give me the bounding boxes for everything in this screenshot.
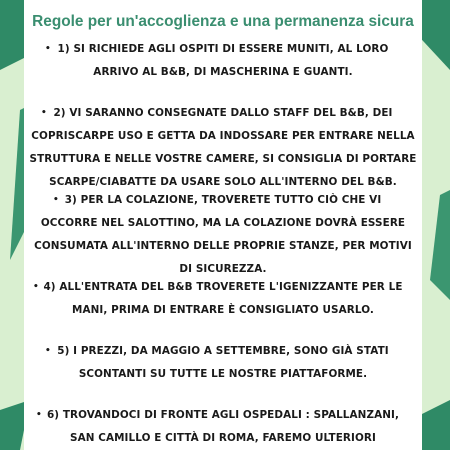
page-title: Regole per un'accoglienza e una permanenza sicura (32, 13, 414, 30)
bullet-icon: • (45, 346, 51, 356)
rule-line: 5) I PREZZI, DA MAGGIO A SETTEMBRE, SONO GIÀ STATI (57, 345, 389, 357)
rule-line: 2) VI SARANNO CONSEGNATE DALLO STAFF DEL B&B, DEI (53, 107, 393, 119)
rule-item (24, 38, 422, 87)
rule-item (24, 404, 422, 450)
bullet-icon: • (33, 282, 39, 292)
right-brush-stroke (430, 190, 450, 300)
rule-line: COPRISCARPE USO E GETTA DA INDOSSARE PER ENTRARE NELLA (31, 130, 415, 142)
bullet-icon: • (41, 108, 47, 118)
rules-card (24, 0, 422, 450)
rule-line: 6) TROVANDOCI DI FRONTE AGLI OSPEDALI : SPALLANZANI, (46, 409, 400, 421)
rule-item (24, 340, 422, 389)
rule-line: SAN CAMILLO E CITTÀ DI ROMA, FAREMO ULTERIORI (69, 432, 376, 444)
rule-line: OCCORRE NEL SALOTTINO, MA LA COLAZIONE DOVRÀ ESSERE (40, 217, 406, 229)
rule-line: ARRIVO AL B&B, DI MASCHERINA E GUANTI. (93, 66, 353, 78)
rule-line: SCARPE/CIABATTE DA USARE SOLO ALL'INTERNO DEL B&B. (49, 176, 397, 188)
rule-item (24, 102, 422, 188)
bullet-icon: • (36, 410, 42, 420)
rule-line: 1) SI RICHIEDE AGLI OSPITI DI ESSERE MUNITI, AL LORO (57, 43, 389, 55)
rule-line: MANI, PRIMA DI ENTRARE È CONSIGLIATO USARLO. (72, 304, 374, 316)
rule-item (24, 189, 422, 275)
rule-line: SCONTANTI SU TUTTE LE NOSTRE PIATTAFORME. (78, 368, 368, 380)
rule-item (24, 276, 422, 325)
rule-line: 4) ALL'ENTRATA DEL B&B TROVERETE L'IGENIZZANTE PER LE (43, 281, 403, 293)
rules-list (24, 38, 422, 450)
bullet-icon: • (53, 195, 59, 205)
rule-line: 3) PER LA COLAZIONE, TROVERETE TUTTO CIÒ CHE VI (64, 194, 382, 206)
rule-line: DI SICUREZZA. (179, 263, 267, 275)
bullet-icon: • (45, 44, 51, 54)
rule-line: STRUTTURA E NELLE VOSTRE CAMERE, SI CONSIGLIA DI PORTARE (29, 153, 417, 165)
rule-line: CONSUMATA ALL'INTERNO DELLE PROPRIE STANZE, PER MOTIVI (34, 240, 412, 252)
